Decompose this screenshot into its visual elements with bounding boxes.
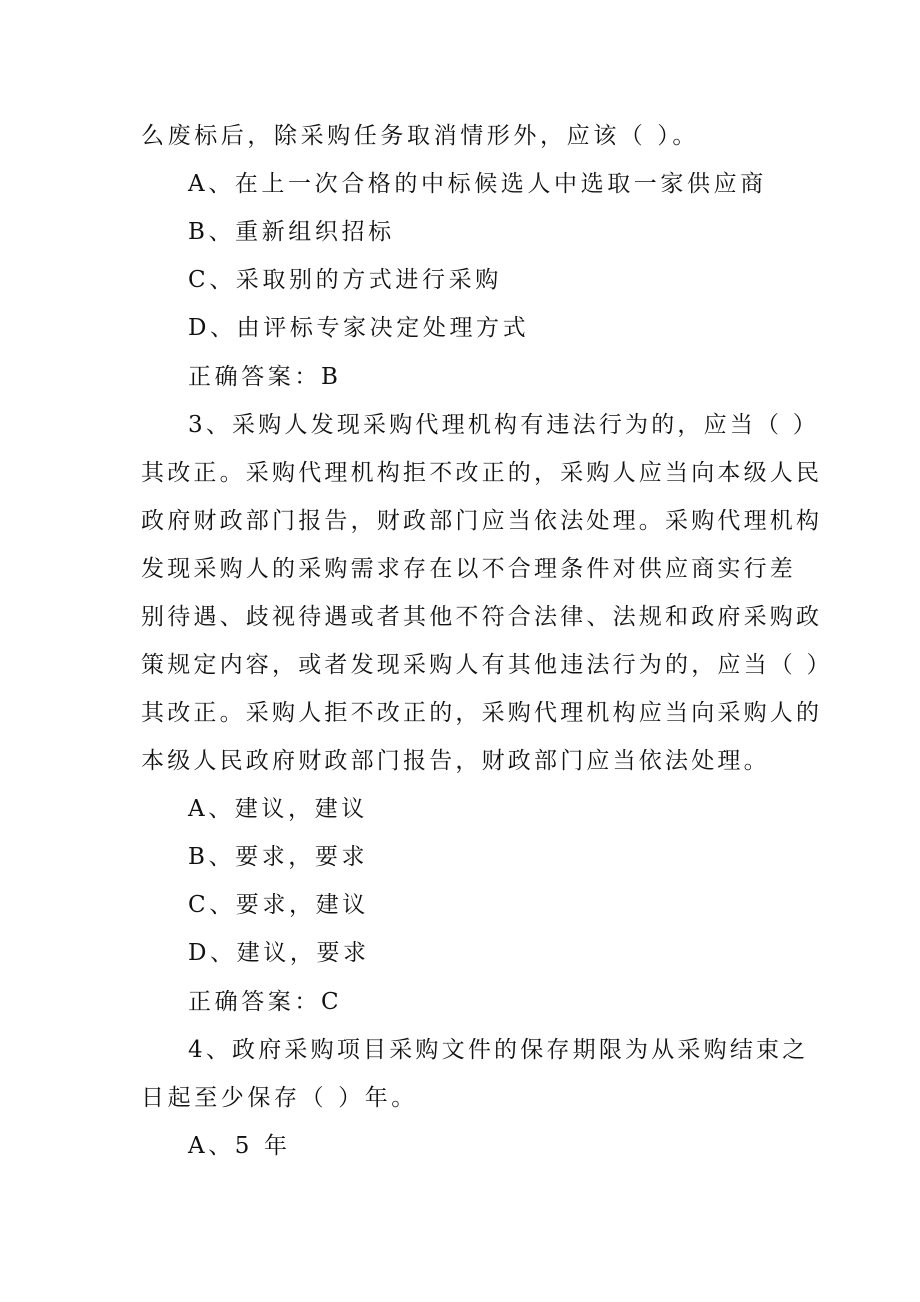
q4-option-a: A、5 年 <box>188 1133 291 1159</box>
q3-option-c: C、要求，建议 <box>188 892 369 918</box>
q3-stem-line-2: 其改正。采购代理机构拒不改正的，采购人应当向本级人民 <box>141 460 823 486</box>
q3-stem-line-5: 别待遇、歧视待遇或者其他不符合法律、法规和政府采购政 <box>141 604 823 630</box>
q2-option-d: D、由评标专家决定处理方式 <box>188 315 530 341</box>
q3-option-b: B、要求，要求 <box>188 844 369 870</box>
q3-stem-line-4: 发现采购人的采购需求存在以不合理条件对供应商实行差 <box>141 556 796 582</box>
q3-stem-line-6: 策规定内容，或者发现采购人有其他违法行为的，应当（ ） <box>141 652 833 678</box>
q2-stem-line: 么废标后，除采购任务取消情形外，应该（ ）。 <box>141 123 700 149</box>
q2-option-a: A、在上一次合格的中标候选人中选取一家供应商 <box>188 171 767 197</box>
q3-stem-line-8: 本级人民政府财政部门报告，财政部门应当依法处理。 <box>141 748 770 774</box>
q4-stem-line-2: 日起至少保存（ ）年。 <box>141 1085 418 1111</box>
q3-stem-line-7: 其改正。采购人拒不改正的，采购代理机构应当向采购人的 <box>141 700 823 726</box>
q4-stem-line-1: 4、政府采购项目采购文件的保存期限为从采购结束之 <box>188 1037 809 1063</box>
q2-option-b: B、重新组织招标 <box>188 219 395 245</box>
q3-option-a: A、建议，建议 <box>188 796 368 822</box>
q3-option-d: D、建议，要求 <box>188 940 370 966</box>
q2-option-c: C、采取别的方式进行采购 <box>188 267 502 293</box>
q3-stem-line-3: 政府财政部门报告，财政部门应当依法处理。采购代理机构 <box>141 508 823 534</box>
q3-answer: 正确答案：C <box>188 989 343 1015</box>
q2-answer: 正确答案：B <box>188 364 342 390</box>
q3-stem-line-1: 3、采购人发现采购代理机构有违法行为的，应当（ ） <box>188 412 819 438</box>
